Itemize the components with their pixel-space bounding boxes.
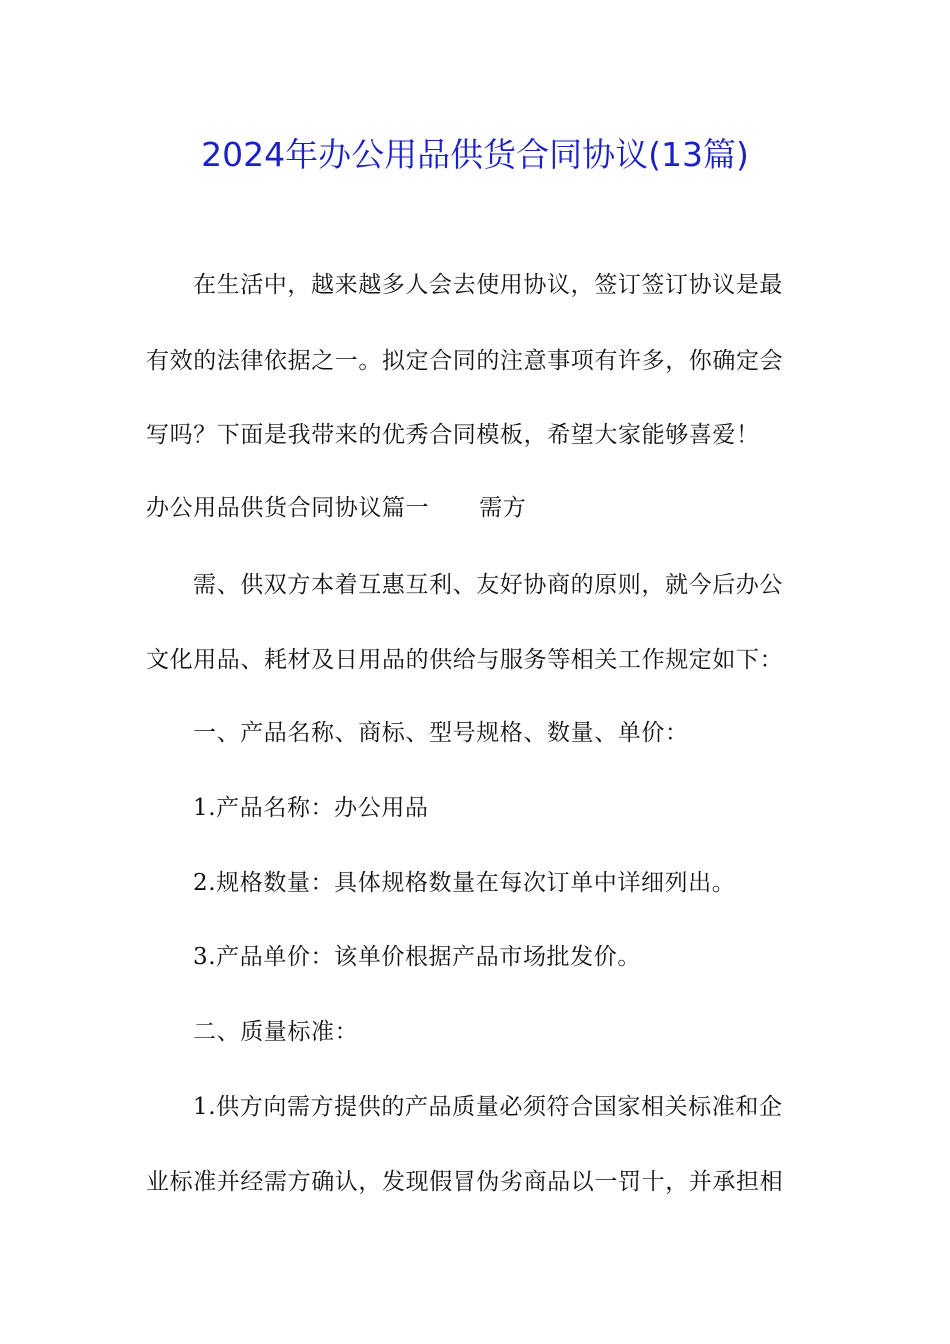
paragraph-line: 需、供双方本着互惠互利、友好协商的原则，就今后办公 <box>193 572 783 598</box>
clause-item: 2.规格数量：具体规格数量在每次订单中详细列出。 <box>193 870 736 896</box>
clause-item: 1.供方向需方提供的产品质量必须符合国家相关标准和企 <box>193 1094 783 1120</box>
paragraph-line: 文化用品、耗材及日用品的供给与服务等相关工作规定如下： <box>146 647 784 673</box>
document-title: 2024年办公用品供货合同协议(13篇) <box>201 135 749 174</box>
clause-item: 1.产品名称：办公用品 <box>193 795 429 821</box>
clause-item: 3.产品单价：该单价根据产品市场批发价。 <box>193 944 641 970</box>
paragraph-line: 写吗？下面是我带来的优秀合同模板，希望大家能够喜爱！ <box>146 422 760 448</box>
paragraph-line: 业标准并经需方确认，发现假冒伪劣商品以一罚十，并承担相 <box>146 1169 784 1195</box>
section-heading <box>146 493 526 523</box>
clause-heading: 二、质量标准： <box>193 1019 359 1045</box>
paragraph-line: 在生活中，越来越多人会去使用协议，签订签订协议是最 <box>193 272 783 298</box>
section-heading-party: 需方 <box>479 495 527 521</box>
section-heading-title: 办公用品供货合同协议篇一 <box>146 495 430 521</box>
clause-heading: 一、产品名称、商标、型号规格、数量、单价： <box>193 720 689 746</box>
paragraph-line: 有效的法律依据之一。拟定合同的注意事项有许多，你确定会 <box>146 348 784 374</box>
